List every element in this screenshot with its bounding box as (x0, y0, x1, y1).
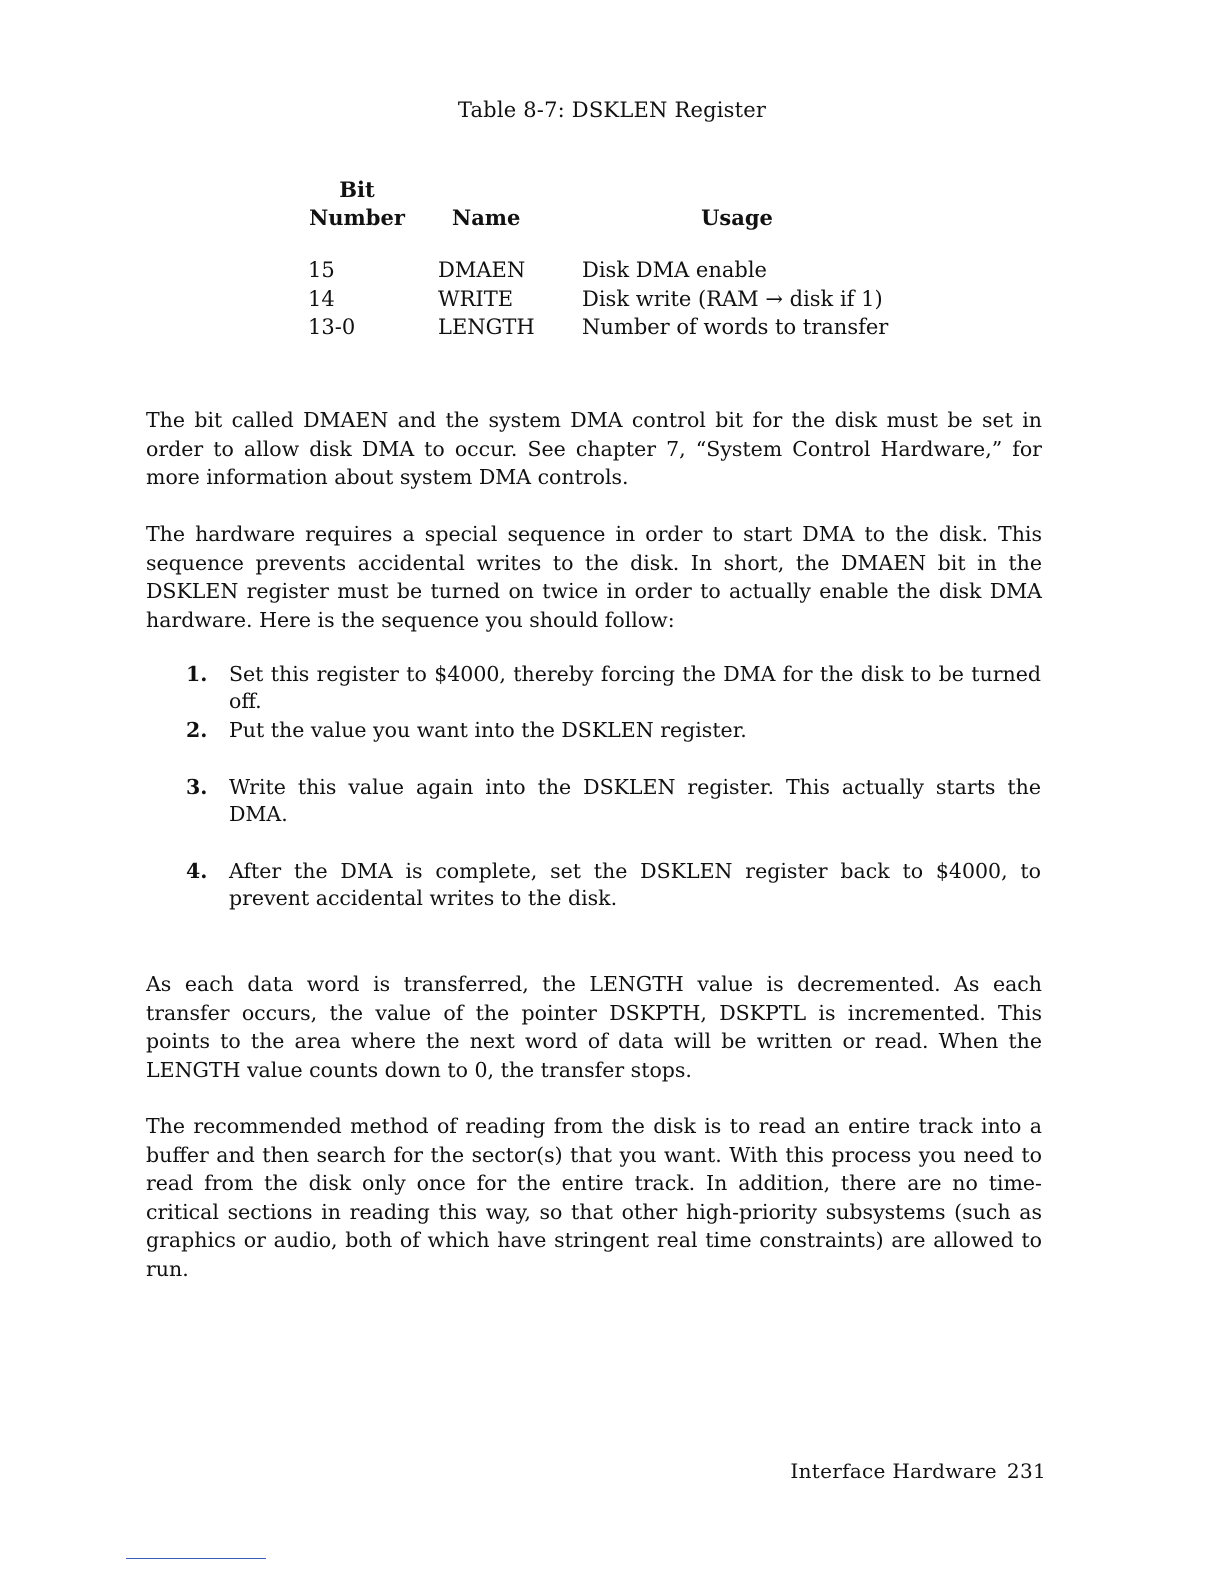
list-item-text: Put the value you want into the DSKLEN register. (229, 718, 747, 742)
header-bit-line2: Number (309, 205, 405, 230)
page-footer (790, 1459, 1046, 1483)
list-item-number: 3. (186, 775, 208, 799)
paragraph-sequence-intro: The hardware requires a special sequence in order to start DMA to the disk. This sequence prevents accidental writes to the disk. In short, the DMAEN bit in the DSKLEN register must be turned on twice in order to actually enable the disk DMA hardware. Here is the sequence you should follow: (146, 522, 1042, 632)
cell-bit: 15 (308, 258, 335, 282)
bottom-rule-divider (126, 1558, 266, 1559)
dsklen-register-table (308, 170, 892, 342)
table-caption: Table 8-7: DSKLEN Register (457, 98, 767, 122)
cell-bit: 13-0 (308, 315, 356, 339)
cell-usage: Number of words to transfer (582, 315, 889, 339)
header-usage: Usage (701, 205, 773, 230)
page-number: 231 (1006, 1459, 1046, 1483)
header-bit-line1: Bit (339, 177, 375, 202)
header-bit-number (308, 170, 438, 232)
table-header-row (308, 170, 892, 232)
paragraph-length-decrement: As each data word is transferred, the LENGTH value is decremented. As each transfer occurs, the value of the pointer DSKPTH, DSKPTL is incremented. This points to the area where the next word of data will be written or read. When the LENGTH value counts down to 0, the transfer stops. (146, 972, 1042, 1082)
list-item-number: 1. (186, 662, 208, 686)
list-item-number: 2. (186, 718, 208, 742)
table-row (308, 313, 892, 342)
header-name: Name (452, 205, 521, 230)
paragraph-recommended-method: The recommended method of reading from the disk is to read an entire track into a buffer and then search for the sector(s) that you want. With this process you need to read from the disk only once for the entire track. In addition, there are no time-critical sections in reading this way, so that other high-priority subsystems (such as graphics or audio, both of which have stringent real time constraints) are allowed to run. (146, 1114, 1042, 1281)
list-item-text: Write this value again into the DSKLEN register. This actually starts the DMA. (229, 775, 1041, 826)
list-item-text: After the DMA is complete, set the DSKLEN register back to $4000, to prevent accidental writes to the disk. (229, 859, 1041, 910)
cell-usage: Disk DMA enable (582, 258, 767, 282)
cell-name: WRITE (438, 286, 514, 311)
cell-bit: 14 (308, 286, 335, 311)
cell-name: LENGTH (438, 315, 535, 339)
table-row (308, 232, 892, 285)
table-row (308, 285, 892, 314)
footer-section-title: Interface Hardware (790, 1459, 997, 1483)
cell-name: DMAEN (438, 258, 526, 282)
list-item-number: 4. (186, 859, 208, 883)
cell-usage: Disk write (RAM → disk if 1) (582, 286, 883, 311)
paragraph-dmaen: The bit called DMAEN and the system DMA control bit for the disk must be set in order to allow disk DMA to occur. See chapter 7, “System Control Hardware,” for more information about system DMA controls. (146, 408, 1042, 489)
list-item-text: Set this register to $4000, thereby forcing the DMA for the disk to be turned off. (229, 662, 1041, 713)
